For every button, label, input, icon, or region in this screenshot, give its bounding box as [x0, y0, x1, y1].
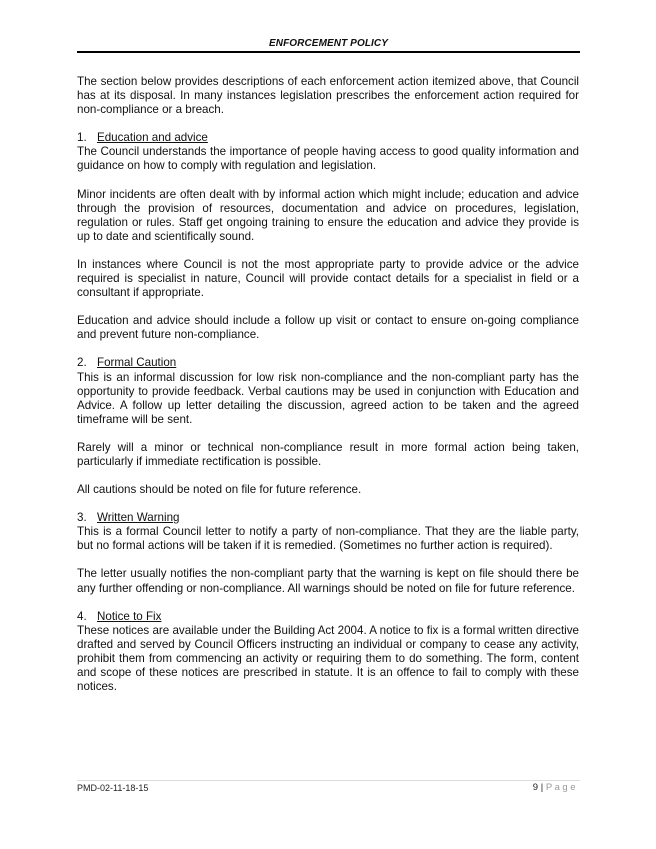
section-heading-formal-caution	[77, 356, 579, 370]
section-number: 3.	[77, 511, 87, 525]
section-title: Notice to Fix	[97, 609, 162, 623]
intro-paragraph: The section below provides descriptions of each enforcement action itemized above, that Council has at its disposal. In many instances legislation prescribes the enforcement action required for non-compliance or a breach.	[77, 75, 579, 117]
section-title: Formal Caution	[97, 356, 177, 370]
document-body	[77, 75, 579, 694]
section-heading-notice-to-fix	[77, 610, 579, 624]
section-paragraph: The letter usually notifies the non-compliant party that the warning is kept on file should there be any further offending or non-compliance. All warnings should be noted on file for future reference.	[77, 567, 579, 595]
header-divider	[77, 51, 580, 53]
page-separator: |	[540, 782, 544, 793]
page-header-title: ENFORCEMENT POLICY	[268, 38, 389, 49]
section-title: Education and advice	[97, 131, 208, 145]
section-paragraph: Education and advice should include a follow up visit or contact to ensure on-going compliance and prevent future non-compliance.	[77, 314, 579, 342]
section-number: 2.	[77, 356, 87, 370]
section-paragraph: These notices are available under the Building Act 2004. A notice to fix is a formal written directive drafted and served by Council Officers instructing an individual or company to cease any activity, prohibit them from commencing an activity or requiring them to do something. The form, content and scope of these notices are prescribed in statute. It is an offence to fail to comply with these notices.	[77, 623, 579, 694]
section-number: 4.	[77, 609, 87, 623]
section-paragraph: All cautions should be noted on file for future reference.	[77, 483, 362, 497]
page-number: 9	[532, 782, 539, 793]
section-paragraph: The Council understands the importance of people having access to good quality information and guidance on how to comply with regulation and legislation.	[77, 145, 579, 173]
section-number: 1.	[77, 131, 87, 145]
section-heading-education	[77, 131, 579, 145]
section-paragraph: In instances where Council is not the most appropriate party to provide advice or the advice required is specialist in nature, Council will provide contact details for a specialist in field or a consultant if appropriate.	[77, 257, 579, 300]
footer-divider	[77, 780, 580, 781]
document-code: PMD-02-11-18-15	[77, 783, 149, 793]
section-heading-written-warning	[77, 511, 579, 525]
section-paragraph: This is an informal discussion for low risk non-compliance and the non-compliant party has the opportunity to provide feedback. Verbal cautions may be used in conjunction with Education and Advice. A follow up letter detailing the discussion, agreed action to be taken and the agreed timeframe will be sent.	[77, 370, 579, 426]
section-paragraph: Rarely will a minor or technical non-compliance result in more formal action being taken, particularly if immediate rectification is possible.	[77, 440, 579, 468]
page-label: Page	[545, 782, 578, 793]
section-paragraph: This is a formal Council letter to notify a party of non-compliance. That they are the liable party, but no formal actions will be taken if it is remedied. (Sometimes no further action is required).	[77, 525, 579, 553]
page-indicator	[533, 782, 578, 793]
section-title: Written Warning	[97, 511, 180, 525]
section-paragraph: Minor incidents are often dealt with by informal action which might include; education and advice through the provision of resources, documentation and advice on procedures, legislation, regulation or rules. Staff get ongoing training to ensure the education and advice they provide is up to date and scientifically sound.	[77, 187, 579, 243]
